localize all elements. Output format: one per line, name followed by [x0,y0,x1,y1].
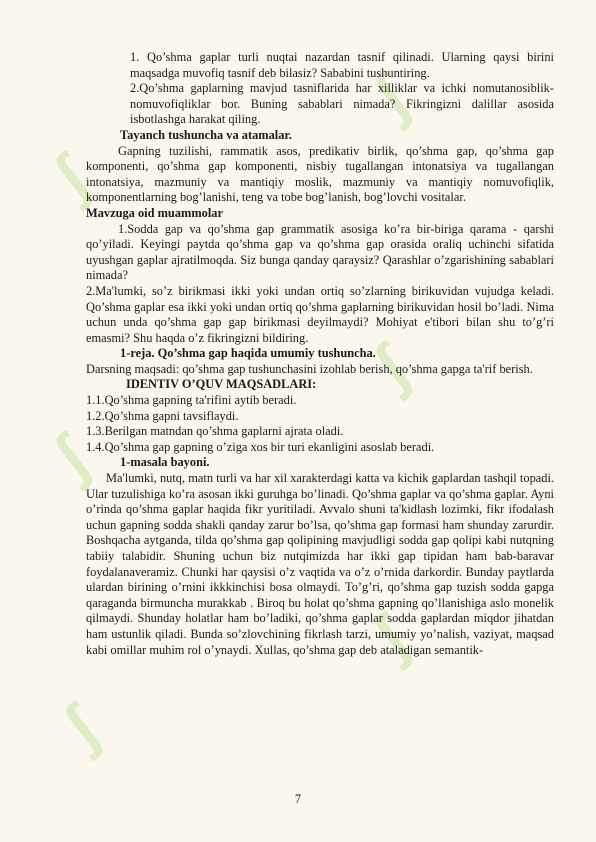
objectives-heading: IDENTIV O’QUV MAQSADLARI: [126,377,317,392]
key-concepts-heading: Tayanch tushuncha va atamalar. [120,127,292,142]
objective-3: 1.3.Berilgan matndan qo’shma gaplarni ajrata oladi. [86,424,344,439]
page-number: 7 [294,792,302,806]
page-body [86,50,554,658]
lesson-goal: Darsning maqsadi: qo’shma gap tushunchasini izohlab berish, qo’shma gapga ta'rif berish. [86,361,533,376]
problem-1: 1.Sodda gap va qo’shma gap grammatik asosiga ko’ra bir-biriga qarama - qarshi qo’yiladi. Keyingi paytda qo’shma gap va qo’shma gap orasida oraliq uchinchi sifatida uyushgan gaplar ajratilmoqda. Siz bunga qanday qaraysiz? Qarashlar o’zgarishining sabablari nimada? [86,221,554,283]
objective-1: 1.1.Qo’shma gapning ta'rifini aytib beradi. [86,393,297,408]
watermark-logo: ʃ [50,692,112,762]
watermark-logo: ʃ [360,332,422,402]
key-concepts-text: Gapning tuzilishi, rammatik asos, predikativ birlik, qo’shma gap, qo’shma gap komponenti, qo’shma gap komponenti, nisbiy tugallangan intonatsiya va tugallangan intonatsiya, mazmuniy va mantiqiy moslik, mazmuniy va mantiqiy nomuvofiqlik, komponentlarning bog’lanishi, teng va tobe bog’lanish, bog’lovchi vositalar. [86,143,554,205]
objective-4: 1.4.Qo’shma gap gapning o’ziga xos bir turi ekanligini asoslab beradi. [86,439,435,454]
issue-heading: 1-masala bayoni. [120,455,210,470]
watermark-logo: ʃ [40,142,102,212]
question-1: 1. Qo’shma gaplar turli nuqtai nazardan tasnif qilinadi. Ularning qaysi birini maqsadga muvofiq tasnif deb bilasiz? Sababini tushuntiring. [130,50,554,80]
watermark-logo: ʃ [360,62,422,132]
objective-2: 1.2.Qo’shma gapni tavsiflaydi. [86,408,239,423]
watermark-logo: ʃ [40,422,102,492]
problem-2: 2.Ma'lumki, so’z birikmasi ikki yoki undan ortiq so’zlarning birikuvidan vujudga keladi. Qo’shma gaplar esa ikki yoki undan ortiq qo’shma gaplarning birikuvidan hosil bo’ladi. Nima uchun unda qo’shma gap gap birikmasi deyilmaydi? Mohiyat e'tibori bilan shu to’g’ri emasmi? Shu haqda o’z fikringizni bildiring. [86,283,554,345]
watermark-logo: ʃ [360,602,422,672]
body-paragraph: Ma'lumki, nutq, matn turli va har xil xarakterdagi katta va kichik gaplardan tashqil topadi. Ular tuzulishiga ko’ra asosan ikki guruhga bo’linadi. Qo’shma gaplar va qo’shma gaplar. Ayni o’rinda qo’shma gaplar haqida fikr yuritiladi. Avvalo shuni ta'kidlash lozimki, fikr ifodalash uchun gapning sodda shakli qanday zarur bo’lsa, qo’shma gap formasi ham shunday zarurdir. Boshqacha aytganda, tilda qo’shma gap qolipining mavjudligi sodda gap qolipi kabi nutqning tabiiy talabidir. Shuning uchun biz nutqimizda har ikki gap tipidan ham bab-baravar foydalanaveramiz. Chunki har qaysisi o’z vaqtida va o’z o’rnida darkordir. Bunday paytlarda ulardan birining o’rnini ikkkinchisi bosa olmaydi. To’g’ri, qo’shma gap tuzish sodda gapga qaraganda birmuncha murakkab . Biroq bu holat qo’shma gapning qo’llanishiga aslo monelik qilmaydi. Shunday holatlar ham bo’ladiki, qo’shma gaplar sodda gaplardan miqdor jihatdan ham ustunlik qiladi. Bunda so’zlovchining fikrlash tarzi, umumiy yo’nalish, vaziyat, maqsad kabi omillar muhim rol o’ynaydi. Xullas, qo’shma gap deb ataladigan semantik- [86,471,554,657]
problem-heading: Mavzuga oid muammolar [86,205,223,220]
question-2: 2.Qo’shma gaplarning mavjud tasniflarida har xilliklar va ichki nomutanosiblik-nomuvofiqliklar bor. Buning sabablari nimada? Fikringizni dalillar asosida isbotlashga harakat qiling. [130,81,554,127]
plan-heading: 1-reja. Qo’shma gap haqida umumiy tushuncha. [120,346,376,361]
